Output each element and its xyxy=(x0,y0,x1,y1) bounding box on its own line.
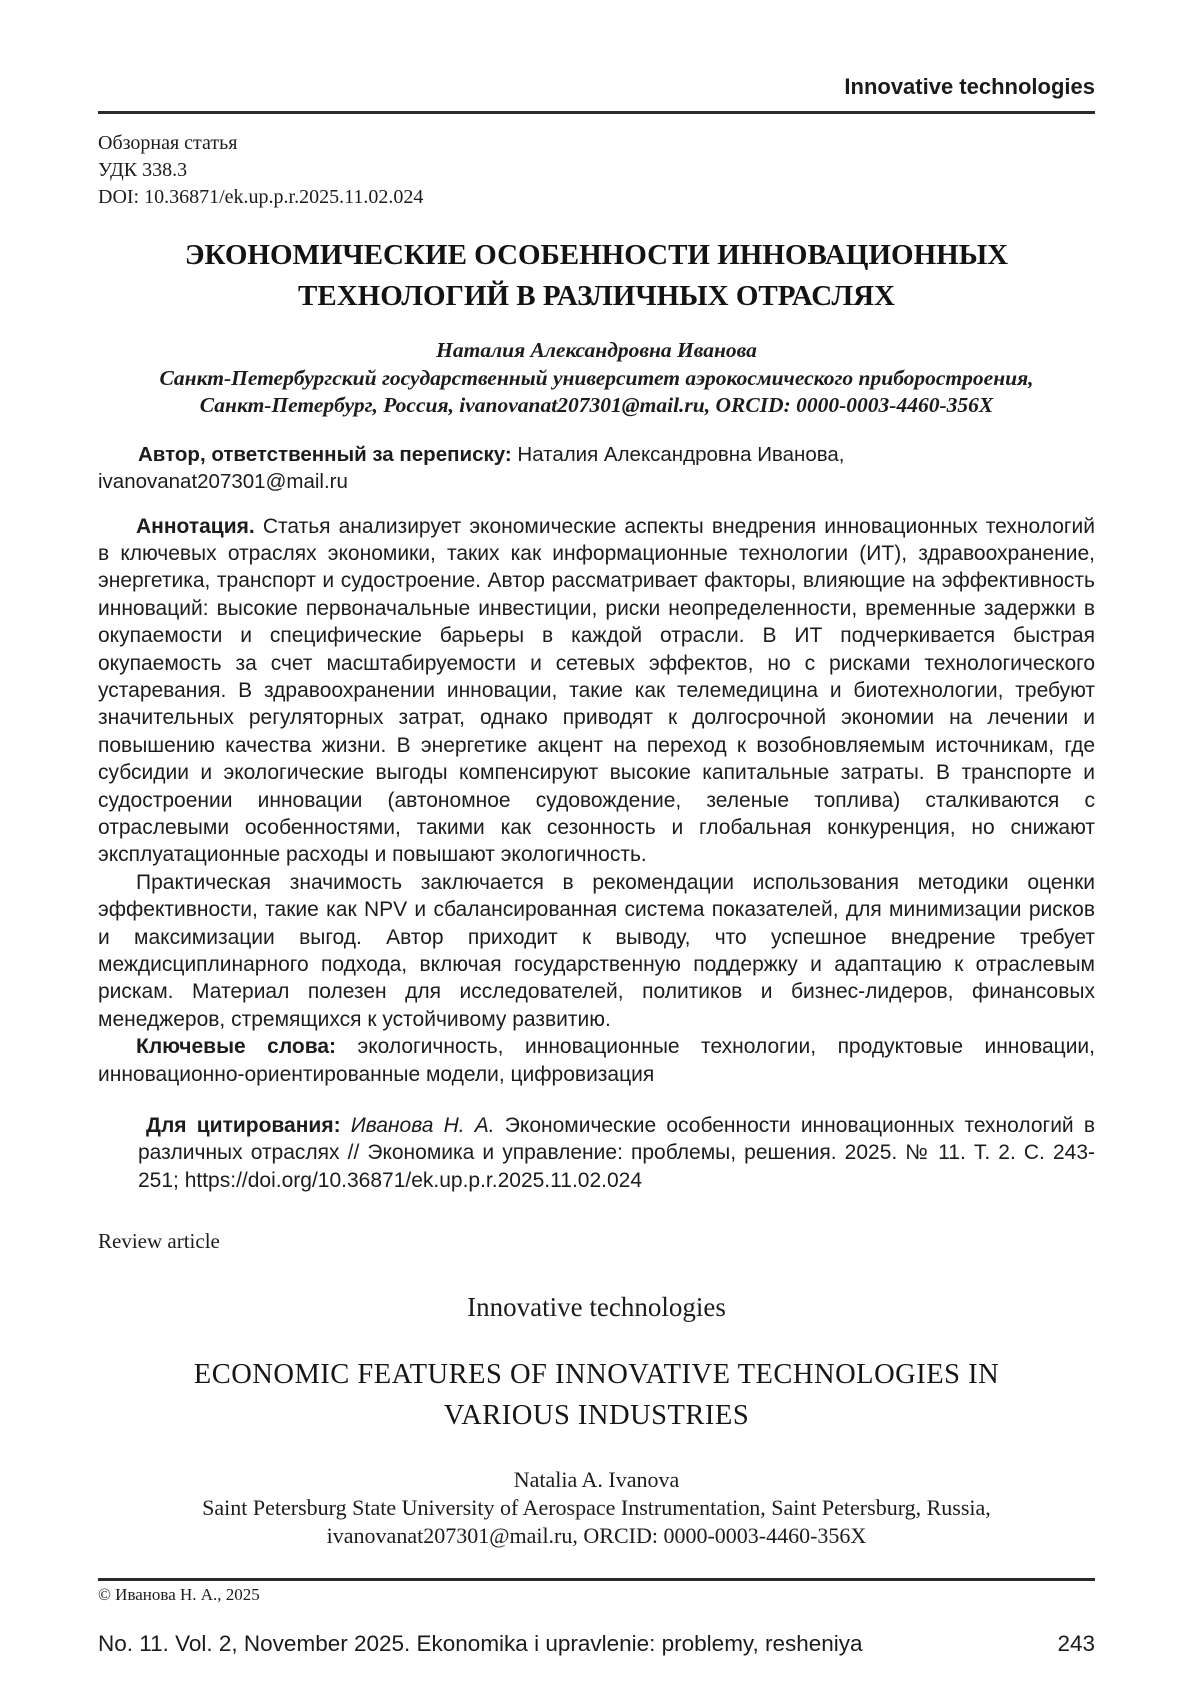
keywords-text: экологичность, инновационные технологии, продуктовые инновации, инновационно-ориентированные модели, цифровизация xyxy=(98,1035,1095,1086)
header-rule xyxy=(98,111,1095,114)
citation-block xyxy=(138,1112,1095,1194)
article-title-en: ECONOMIC FEATURES OF INNOVATIVE TECHNOLOGIES IN VARIOUS INDUSTRIES xyxy=(193,1359,1000,1432)
citation-label: Для цитирования: xyxy=(146,1114,341,1138)
author-name-en: Natalia A. Ivanova xyxy=(513,1467,680,1493)
doi-line: DOI: 10.36871/ek.up.p.r.2025.11.02.024 xyxy=(98,186,424,208)
article-type-ru: Обзорная статья xyxy=(98,132,238,154)
footer-journal-line: No. 11. Vol. 2, November 2025. Ekonomika i upravlenie: problemy, resheniya xyxy=(98,1631,863,1656)
copyright-line: © Иванова Н. А., 2025 xyxy=(98,1585,260,1605)
author-block-en xyxy=(152,1466,1042,1550)
abstract-label: Аннотация. xyxy=(136,514,255,538)
practical-significance-paragraph: Практическая значимость заключается в рекомендации использования методики оценки эффективности, такие как NPV и сбалансированная система показателей, для минимизации рисков и максимизации выгод. Автор приходит к выводу, что успешное внедрение требует междисциплинарного подхода, включая государственную поддержку и адаптацию к отраслевым рискам. Материал полезен для исследователей, политиков и бизнес-лидеров, финансовых менеджеров, стремящихся к устойчивому развитию. xyxy=(98,870,1095,1031)
keywords-label: Ключевые слова: xyxy=(136,1035,337,1059)
affiliation-ru: Санкт-Петербургский государственный университет аэрокосмического приборостроения, Санкт-Петербург, Россия, ivanovanat207301@mail.ru, ORCID: 0000-0003-4460-356X xyxy=(159,365,1034,417)
article-meta-block xyxy=(98,130,1095,211)
citation-author: Иванова Н. А. xyxy=(340,1114,495,1138)
footer-page-number: 243 xyxy=(1057,1631,1095,1656)
section-title-en: Innovative technologies xyxy=(467,1292,726,1323)
article-type-en: Review article xyxy=(98,1229,220,1254)
corresponding-author-line xyxy=(98,441,1095,495)
affiliation-en: Saint Petersburg State University of Aerospace Instrumentation, Saint Petersburg, Russia, ivanovanat207301@mail.ru, ORCID: 0000-0003-4460-356X xyxy=(202,1495,991,1549)
running-header-section-title: Innovative technologies xyxy=(844,74,1095,99)
abstract-paragraph xyxy=(98,513,1095,869)
keywords-paragraph xyxy=(98,1033,1095,1088)
citation-text: Экономические особенности инновационных технологий в различных отраслях // Экономика и управление: проблемы, решения. 2025. № 11. Т. 2. С. 243-251; https://doi.org/10.36871/ek.up.p.r.2025.11.02.024 xyxy=(138,1114,1095,1192)
corresponding-author-label: Автор, ответственный за переписку: xyxy=(138,442,512,466)
page-footer xyxy=(98,1578,1095,1657)
abstract-text: Статья анализирует экономические аспекты внедрения инновационных технологий в ключевых отраслях экономики, таких как информационные технологии (ИТ), здравоохранение, энергетика, транспорт и судостроение. Автор рассматривает факторы, влияющие на эффективность инноваций: высокие первоначальные инвестиции, риски неопределенности, временные задержки в окупаемости и специфические барьеры в каждой отрасли. В ИТ подчеркивается быстрая окупаемость за счет масштабируемости и сетевых эффектов, но с рисками технологического устаревания. В здравоохранении инновации, такие как телемедицина и биотехнологии, требуют значительных регуляторных затрат, однако приводят к долгосрочной экономии на лечении и повышению качества жизни. В энергетике акцент на переход к возобновляемым источникам, где субсидии и экологические выгоды компенсируют высокие капитальные затраты. В транспорте и судостроении инновации (автономное судовождение, зеленые топлива) сталкиваются с отраслевыми особенностями, такими как сезонность и глобальная конкуренция, но снижают эксплуатационные расходы и повышают экологичность. xyxy=(98,514,1095,867)
author-name-ru: Наталия Александровна Иванова xyxy=(436,338,757,362)
udc-code: УДК 338.3 xyxy=(98,159,188,181)
author-block-ru xyxy=(147,337,1047,420)
article-title-ru: ЭКОНОМИЧЕСКИЕ ОСОБЕННОСТИ ИННОВАЦИОННЫХ ТЕХНОЛОГИЙ В РАЗЛИЧНЫХ ОТРАСЛЯХ xyxy=(184,239,1009,312)
corresponding-author-value: Наталия Александровна Иванова, ivanovanat207301@mail.ru xyxy=(98,442,845,493)
